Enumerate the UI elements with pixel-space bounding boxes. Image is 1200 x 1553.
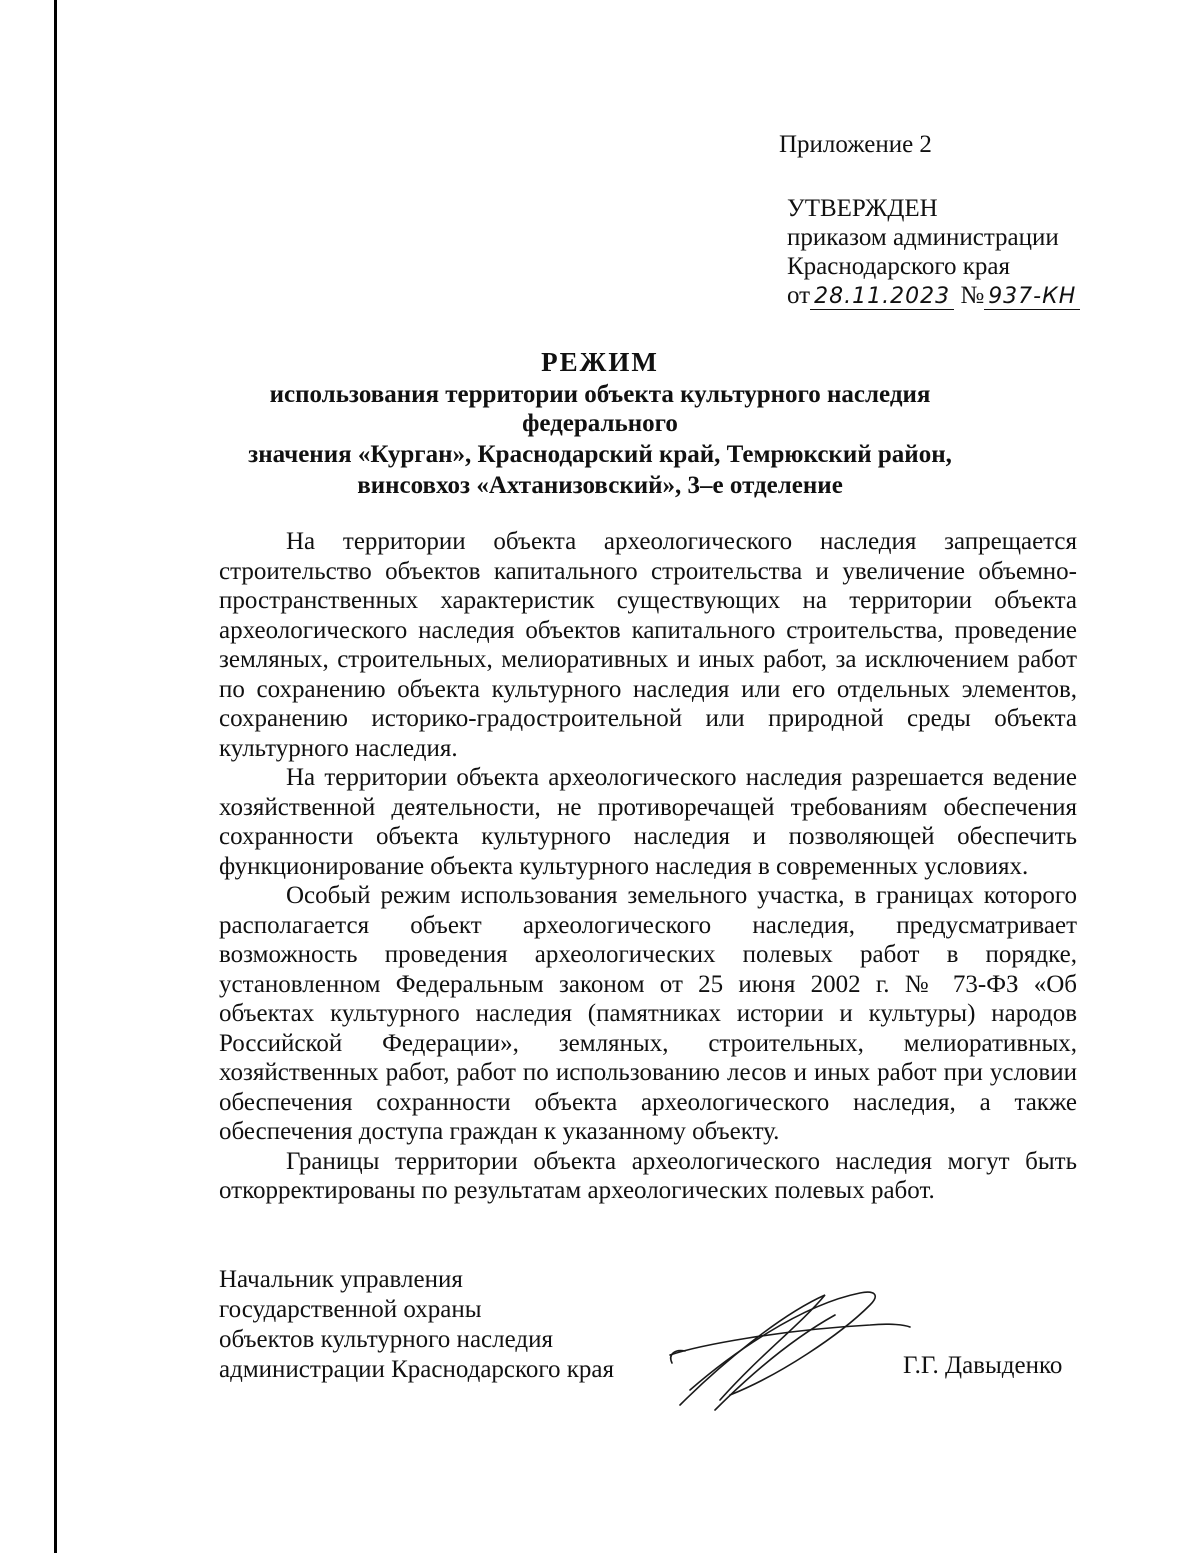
order-number: 937-КН (984, 285, 1080, 310)
position-line-3: объектов культурного наследия (219, 1326, 553, 1353)
date-prefix: от (787, 282, 811, 309)
scan-edge-line (54, 0, 57, 1553)
signatory-position (219, 1265, 614, 1385)
handwritten-signature (660, 1285, 920, 1415)
position-line-2: государственной охраны (219, 1296, 482, 1323)
annex-label: Приложение 2 (779, 131, 932, 158)
position-line-1: Начальник управления (219, 1266, 463, 1293)
title-main: РЕЖИМ (541, 347, 659, 377)
approved-by-line1: приказом администрации (787, 224, 1059, 251)
title-line-1: использования территории объекта культурного наследия федерального (269, 381, 931, 437)
title-line-2: значения «Курган», Краснодарский край, Темрюкский район, (248, 441, 952, 468)
paragraph-4: Границы территории объекта археологического наследия могут быть откорректированы по результатам археологических полевых работ. (219, 1147, 1077, 1204)
approved-label: УТВЕРЖДЕН (787, 195, 938, 222)
title-line-3: винсовхоз «Ахтанизовский», 3–е отделение (357, 472, 843, 499)
number-prefix: № (960, 282, 985, 309)
approval-stamp (787, 194, 1080, 310)
document-title (200, 346, 1000, 500)
paragraph-3: Особый режим использования земельного участка, в границах которого располагается объект археологического наследия, предусматривает возможность проведения археологических полевых работ в порядке, установленном Федеральным законом от 25 июня 2002 г. № 73-ФЗ «Об объектах культурного наследия (памятниках истории и культуры) народов Российской Федерации», земляных, строительных, мелиоративных, хозяйственных работ, работ по использованию лесов и иных работ при условии обеспечения сохранности объекта археологического наследия, а также обеспечения доступа граждан к указанному объекту. (219, 882, 1077, 1145)
approved-by-line2: Краснодарского края (787, 253, 1010, 280)
signatory-name: Г.Г. Давыденко (903, 1352, 1063, 1379)
paragraph-2: На территории объекта археологического наследия разрешается ведение хозяйственной деятельности, не противоречащей требованиям обеспечения сохранности объекта культурного наследия и позволяющей обеспечить функционирование объекта культурного наследия в современных условиях. (219, 764, 1077, 880)
document-body (219, 527, 1077, 1206)
position-line-4: администрации Краснодарского края (219, 1356, 615, 1383)
paragraph-1: На территории объекта археологического наследия запрещается строительство объектов капитального строительства и увеличение объемно-пространственных характеристик существующих на территории объекта археологического наследия объектов капитального строительства, проведение земляных, строительных, мелиоративных и иных работ, за исключением работ по сохранению объекта культурного наследия или его отдельных элементов, сохранению историко-градостроительной или природной среды объекта культурного наследия. (219, 528, 1077, 762)
order-date-number-line (787, 281, 1080, 310)
order-date: 28.11.2023 (810, 285, 954, 310)
